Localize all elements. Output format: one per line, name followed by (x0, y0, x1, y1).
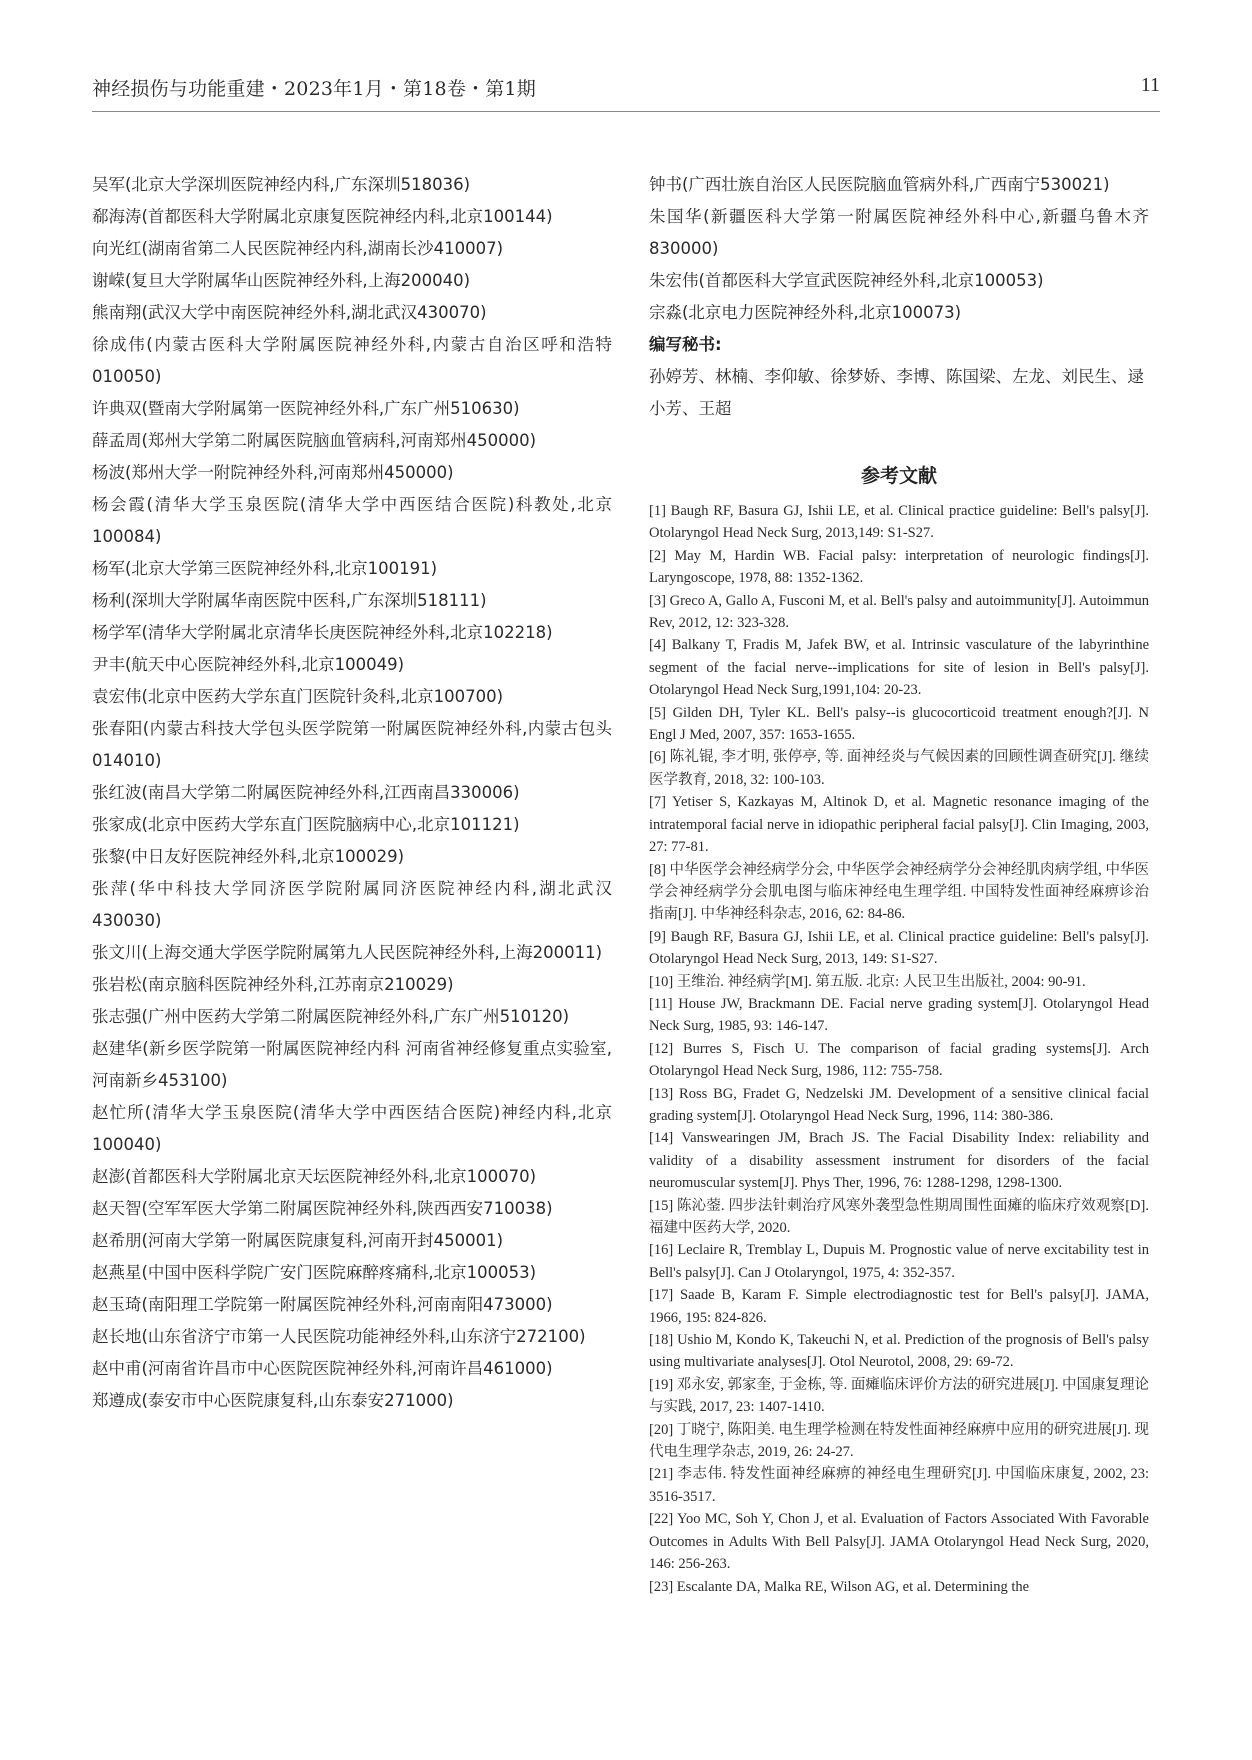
reference-item: [14] Vanswearingen JM, Brach JS. The Facial Disability Index: reliability and validity of a disability assessment instrument for disorders of the facial neuromuscular system[J]. Phys Ther, 1996, 76: 1288-1298, 1298-1300. (649, 1130, 1149, 1192)
reference-item: [22] Yoo MC, Soh Y, Chon J, et al. Evaluation of Factors Associated With Favorable Outcomes in Adults With Bell Palsy[J]. JAMA Otolaryngol Head Neck Surg, 2020, 146: 256-263. (649, 1511, 1149, 1573)
reference-item: [21] 李志伟. 特发性面神经麻痹的神经电生理研究[J]. 中国临床康复, 2002, 23: 3516-3517. (649, 1466, 1149, 1505)
reference-item: [1] Baugh RF, Basura GJ, Ishii LE, et al. Clinical practice guideline: Bell's palsy[J]. Otolaryngol Head Neck Surg, 2013,149: S1-S27. (649, 503, 1149, 542)
reference-item: [15] 陈沁蓥. 四步法针刺治疗风寒外袭型急性期周围性面瘫的临床疗效观察[D]. 福建中医药大学, 2020. (649, 1197, 1149, 1236)
reference-item: [12] Burres S, Fisch U. The comparison of facial grading systems[J]. Arch Otolaryngol Head Neck Surg, 1986, 112: 755-758. (649, 1040, 1149, 1080)
reference-item: [8] 中华医学会神经病学分会, 中华医学会神经病学分会神经肌肉病学组, 中华医学会神经病学分会肌电图与临床神经电生理学组. 中国特发性面神经麻痹诊治指南[J]. 中华神经科杂志, 2016, 62: 84-86. (649, 861, 1149, 923)
author-entry: 张家成(北京中医药大学东直门医院脑病中心,北京101121) (92, 815, 520, 834)
author-entry: 张岩松(南京脑科医院神经外科,江苏南京210029) (92, 975, 454, 994)
reference-item: [7] Yetiser S, Kazkayas M, Altinok D, et al. Magnetic resonance imaging of the intratemporal facial nerve in idiopathic peripheral facial palsy[J]. Clin Imaging, 2003, 27: 77-81. (649, 794, 1149, 856)
author-entry: 袁宏伟(北京中医药大学东直门医院针灸科,北京100700) (92, 687, 504, 706)
reference-item: [6] 陈礼锟, 李才明, 张停亭, 等. 面神经炎与气候因素的回顾性调查研究[J]. 继续医学教育, 2018, 32: 100-103. (649, 749, 1149, 788)
author-entry: 赵天智(空军军医大学第二附属医院神经外科,陕西西安710038) (92, 1199, 553, 1218)
reference-item: [10] 王维治. 神经病学[M]. 第五版. 北京: 人民卫生出版社, 2004: 90-91. (649, 973, 1086, 990)
reference-item: [5] Gilden DH, Tyler KL. Bell's palsy--is glucocorticoid treatment enough?[J]. N Engl J Med, 2007, 357: 1653-1655. (649, 704, 1149, 744)
author-entry: 朱国华(新疆医科大学第一附属医院神经外科中心,新疆乌鲁木齐830000) (649, 207, 1149, 258)
reference-item: [4] Balkany T, Fradis M, Jafek BW, et al. Intrinsic vasculature of the labyrinthine segment of the facial nerve--implications for site of lesion in Bell's palsy[J]. Otolaryngol Head Neck Surg,1991,104: 20-23. (649, 637, 1149, 699)
running-header (92, 74, 1160, 110)
header-divider (92, 111, 1160, 112)
author-entry: 张红波(南昌大学第二附属医院神经外科,江西南昌330006) (92, 783, 520, 802)
author-entry: 赵希朋(河南大学第一附属医院康复科,河南开封450001) (92, 1231, 504, 1250)
author-entry: 赵长地(山东省济宁市第一人民医院功能神经外科,山东济宁272100) (92, 1327, 586, 1346)
author-entry: 徐成伟(内蒙古医科大学附属医院神经外科,内蒙古自治区呼和浩特010050) (92, 335, 612, 386)
author-entry: 许典双(暨南大学附属第一医院神经外科,广东广州510630) (92, 399, 520, 418)
author-entry: 张文川(上海交通大学医学院附属第九人民医院神经外科,上海200011) (92, 943, 603, 962)
author-entry: 张志强(广州中医药大学第二附属医院神经外科,广东广州510120) (92, 1007, 570, 1026)
author-entry: 谢嵘(复旦大学附属华山医院神经外科,上海200040) (92, 271, 471, 290)
author-entry: 朱宏伟(首都医科大学宣武医院神经外科,北京100053) (649, 271, 1044, 290)
reference-item: [20] 丁晓宁, 陈阳美. 电生理学检测在特发性面神经麻痹中应用的研究进展[J]. 现代电生理学杂志, 2019, 26: 24-27. (649, 1421, 1149, 1461)
author-entry: 张春阳(内蒙古科技大学包头医学院第一附属医院神经外科,内蒙古包头014010) (92, 719, 612, 770)
author-entry: 赵建华(新乡医学院第一附属医院神经内科 河南省神经修复重点实验室,河南新乡453100) (92, 1039, 612, 1090)
author-entry: 郗海涛(首都医科大学附属北京康复医院神经内科,北京100144) (92, 207, 553, 226)
right-column (649, 169, 1149, 1598)
author-entry: 钟书(广西壮族自治区人民医院脑血管病外科,广西南宁530021) (649, 175, 1110, 194)
author-entry: 张萍(华中科技大学同济医学院附属同济医院神经内科,湖北武汉430030) (92, 879, 612, 930)
author-entry: 杨学军(清华大学附属北京清华长庚医院神经外科,北京102218) (92, 623, 553, 642)
secretary-names: 孙婷芳、林楠、李仰敏、徐梦娇、李博、陈国梁、左龙、刘民生、逯小芳、王超 (649, 367, 1144, 418)
author-entry: 赵玉琦(南阳理工学院第一附属医院神经外科,河南南阳473000) (92, 1295, 553, 1314)
references-heading: 参考文献 (860, 465, 937, 487)
author-entry: 赵中甫(河南省许昌市中心医院医院神经外科,河南许昌461000) (92, 1359, 553, 1378)
author-entry: 薛孟周(郑州大学第二附属医院脑血管病科,河南郑州450000) (92, 431, 537, 450)
reference-item: [13] Ross BG, Fradet G, Nedzelski JM. Development of a sensitive clinical facial grading system[J]. Otolaryngol Head Neck Surg, 1996, 114: 380-386. (649, 1085, 1149, 1124)
author-entry: 向光红(湖南省第二人民医院神经内科,湖南长沙410007) (92, 239, 504, 258)
author-entry: 杨波(郑州大学一附院神经外科,河南郑州450000) (92, 463, 454, 482)
author-entry: 郑遵成(泰安市中心医院康复科,山东泰安271000) (92, 1391, 454, 1410)
left-column (92, 169, 612, 1417)
journal-title: 神经损伤与功能重建・2023年1月・第18卷・第1期 (92, 78, 536, 100)
author-entry: 张黎(中日友好医院神经外科,北京100029) (92, 847, 405, 866)
reference-item: [11] House JW, Brackmann DE. Facial nerve grading system[J]. Otolaryngol Head Neck Surg, 1985, 93: 146-147. (649, 995, 1149, 1035)
reference-item: [19] 邓永安, 郭家奎, 于金栋, 等. 面瘫临床评价方法的研究进展[J]. 中国康复理论与实践, 2017, 23: 1407-1410. (649, 1376, 1149, 1416)
reference-item: [3] Greco A, Gallo A, Fusconi M, et al. Bell's palsy and autoimmunity[J]. Autoimmun Rev, 2012, 12: 323-328. (649, 592, 1149, 632)
reference-item: [17] Saade B, Karam F. Simple electrodiagnostic test for Bell's palsy[J]. JAMA, 1966, 195: 824-826. (649, 1287, 1149, 1326)
page-number: 11 (1140, 74, 1160, 96)
reference-item: [23] Escalante DA, Malka RE, Wilson AG, et al. Determining the (649, 1578, 1030, 1595)
reference-item: [9] Baugh RF, Basura GJ, Ishii LE, et al. Clinical practice guideline: Bell's palsy[J]. Otolaryngol Head Neck Surg, 2013, 149: S1-S27. (649, 928, 1149, 968)
author-entry: 杨军(北京大学第三医院神经外科,北京100191) (92, 559, 438, 578)
author-entry: 熊南翔(武汉大学中南医院神经外科,湖北武汉430070) (92, 303, 487, 322)
reference-item: [18] Ushio M, Kondo K, Takeuchi N, et al. Prediction of the prognosis of Bell's palsy using multivariate analyses[J]. Otol Neurotol, 2008, 29: 69-72. (649, 1332, 1149, 1371)
author-entry: 尹丰(航天中心医院神经外科,北京100049) (92, 655, 405, 674)
author-entry: 宗淼(北京电力医院神经外科,北京100073) (649, 303, 962, 322)
author-entry: 赵澎(首都医科大学附属北京天坛医院神经外科,北京100070) (92, 1167, 537, 1186)
author-entry: 吴军(北京大学深圳医院神经内科,广东深圳518036) (92, 175, 471, 194)
author-entry: 杨利(深圳大学附属华南医院中医科,广东深圳518111) (92, 591, 487, 610)
secretary-heading: 编写秘书: (649, 335, 722, 354)
author-entry: 赵忙所(清华大学玉泉医院(清华大学中西医结合医院)神经内科,北京100040) (92, 1103, 612, 1154)
author-entry: 杨会霞(清华大学玉泉医院(清华大学中西医结合医院)科教处,北京100084) (92, 495, 612, 546)
author-entry: 赵燕星(中国中医科学院广安门医院麻醉疼痛科,北京100053) (92, 1263, 537, 1282)
reference-item: [16] Leclaire R, Tremblay L, Dupuis M. Prognostic value of nerve excitability test in Bell's palsy[J]. Can J Otolaryngol, 1975, 4: 352-357. (649, 1242, 1149, 1281)
reference-item: [2] May M, Hardin WB. Facial palsy: interpretation of neurologic findings[J]. Laryngoscope, 1978, 88: 1352-1362. (649, 547, 1149, 587)
